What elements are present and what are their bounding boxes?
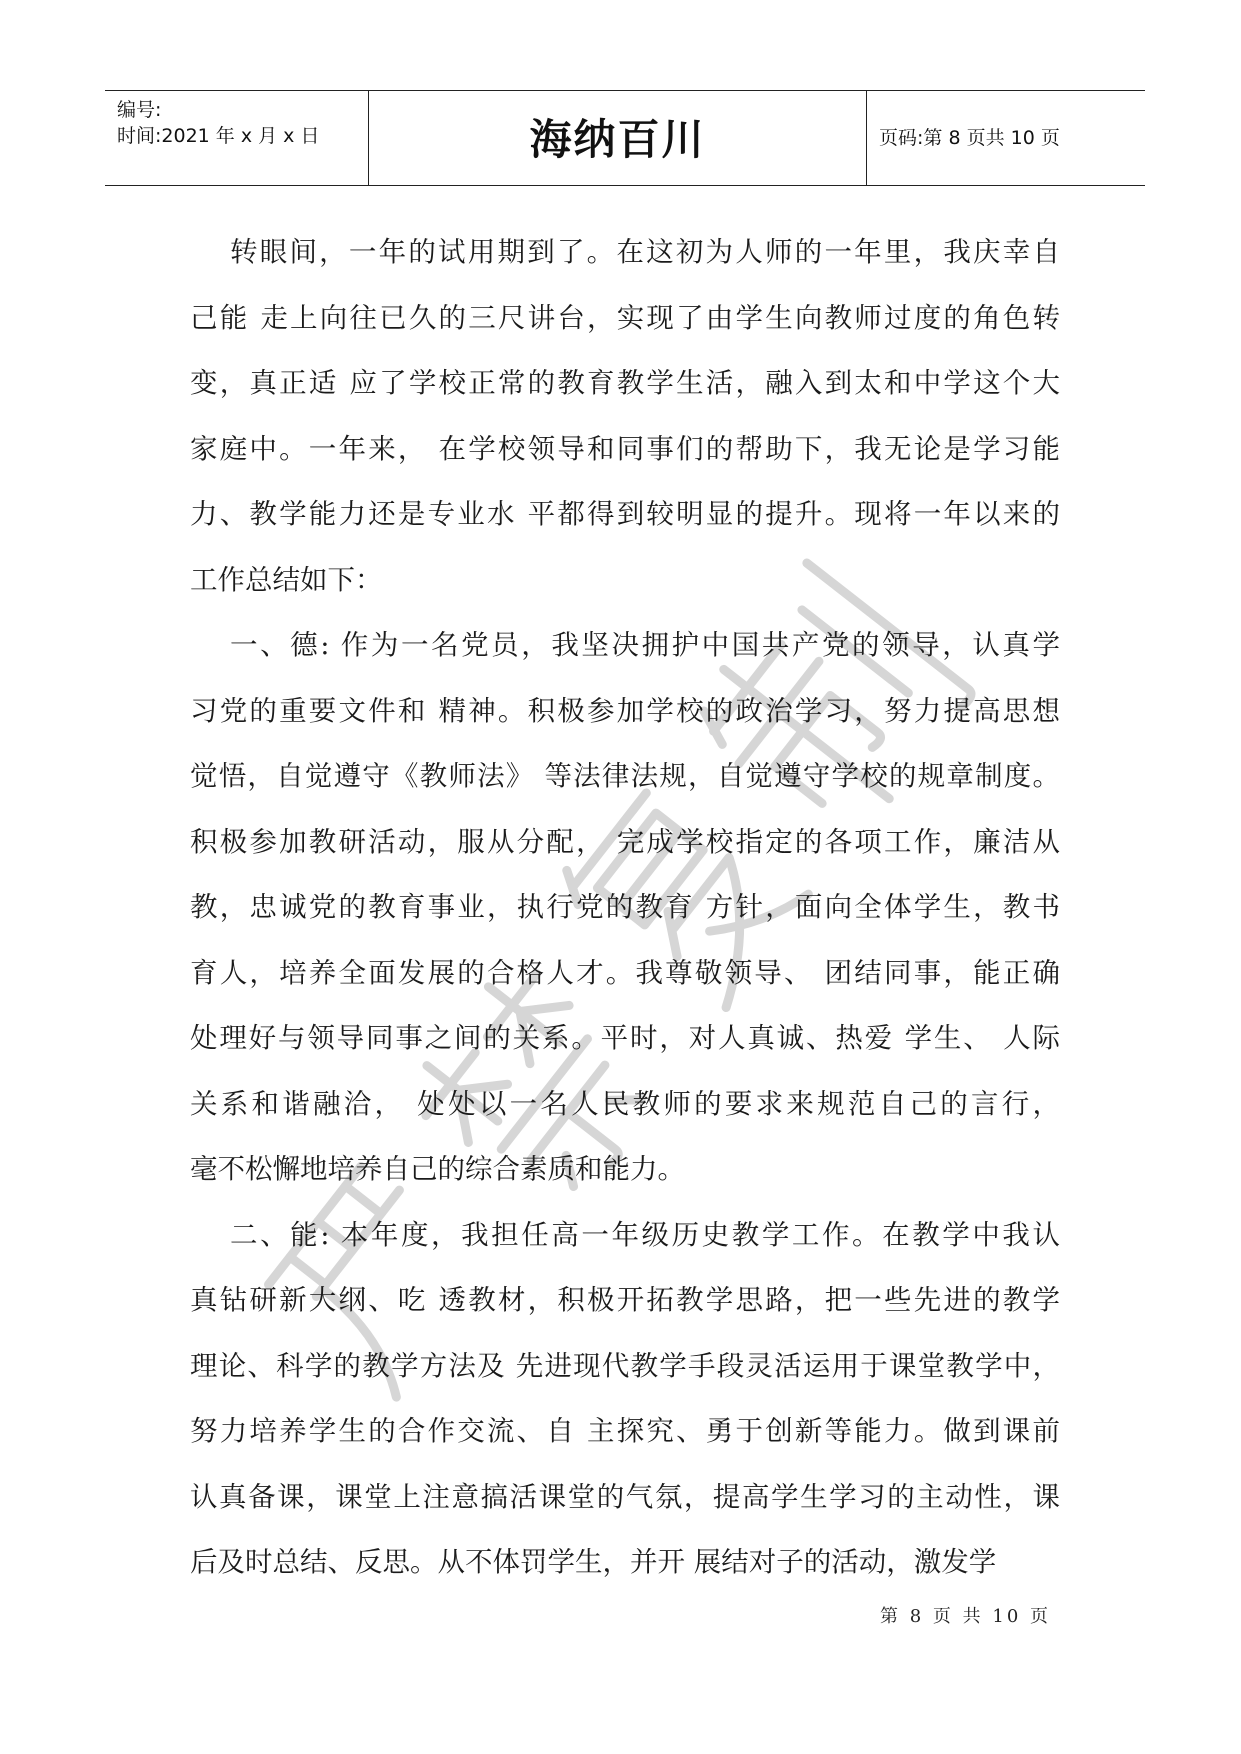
text-line: 教，忠诚党的教育事业，执行党的教育 方针，面向全体学生，教书 [190, 891, 1060, 923]
text-line: 力、教学能力还是专业水 平都得到较明显的提升。现将一年以来的 [190, 498, 1060, 530]
text-line: 后及时总结、反思。从不体罚学生，并开 展结对子的活动，激发学 [190, 1546, 997, 1578]
text-line: 真钻研新大纲、吃 透教材，积极开拓教学思路，把一些先进的教学 [190, 1284, 1060, 1316]
text-line: 毫不松懈地培养自己的综合素质和能力。 [190, 1153, 685, 1185]
page-code: 页码:第 8 页共 10 页 [879, 127, 1060, 149]
text-line: 己能 走上向往已久的三尺讲台，实现了由学生向教师过度的角色转 [190, 301, 1060, 334]
time-label: 时间:2021 年 x 月 x 日 [117, 125, 320, 147]
paragraph [190, 613, 1060, 1203]
text-line: 转眼间，一年的试用期到了。在这初为人师的一年里，我庆幸自 [230, 236, 1060, 268]
brand-title: 海纳百川 [529, 115, 706, 164]
page-footer: 第 8 页 共 10 页 [880, 1606, 1051, 1627]
paragraph [190, 1203, 1060, 1596]
text-line: 认真备课，课堂上注意搞活课堂的气氛，提高学生学习的主动性，课 [190, 1480, 1060, 1513]
text-line: 工作总结如下： [190, 563, 383, 596]
text-line: 处理好与领导同事之间的关系。平时，对人真诚、热爱 学生、 人际 [190, 1022, 1060, 1054]
text-line: 育人，培养全面发展的合格人才。我尊敬领导、 团结同事，能正确 [190, 956, 1060, 989]
text-line: 关系和谐融洽， 处处以一名人民教师的要求来规范自己的言行， [190, 1087, 1060, 1120]
text-line: 二、能: 本年度，我担任高一年级历史教学工作。在教学中我认 [230, 1218, 1060, 1251]
number-label: 编号: [117, 99, 162, 121]
text-line: 习党的重要文件和 精神。积极参加学校的政治学习，努力提高思想 [190, 694, 1060, 727]
header-meta-cell [105, 91, 368, 185]
header-brand-cell [368, 91, 867, 185]
header-page-cell [867, 91, 1145, 185]
paragraph [190, 220, 1060, 613]
text-line: 变，真正适 应了学校正常的教育教学生活，融入到太和中学这个大 [190, 367, 1060, 399]
document-header [105, 90, 1145, 186]
text-line: 积极参加教研活动，服从分配， 完成学校指定的各项工作，廉洁从 [190, 825, 1060, 858]
text-line: 觉悟，自觉遵守《教师法》 等法律法规，自觉遵守学校的规章制度。 [190, 760, 1060, 792]
text-line: 一、德: 作为一名党员，我坚决拥护中国共产党的领导，认真学 [230, 629, 1060, 661]
text-line: 家庭中。一年来， 在学校领导和同事们的帮助下，我无论是学习能 [190, 432, 1060, 465]
text-line: 理论、科学的教学方法及 先进现代教学手段灵活运用于课堂教学中， [190, 1349, 1060, 1382]
document-body [190, 220, 1060, 1596]
text-line: 努力培养学生的合作交流、自 主探究、勇于创新等能力。做到课前 [190, 1415, 1060, 1447]
